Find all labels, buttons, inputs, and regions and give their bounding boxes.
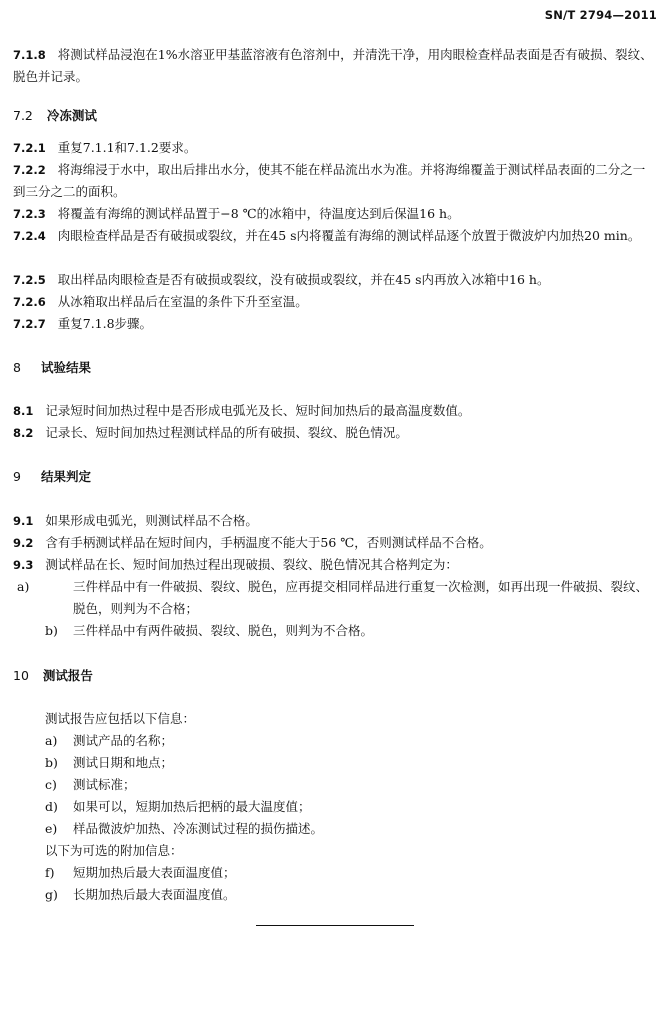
- section-9-heading: [13, 466, 91, 488]
- clause-text: 将测试样品浸泡在1%水溶亚甲基蓝溶液有色溶剂中，并清洗干净，用肉眼检查样品表面是否有破损、裂纹、脱色并记录。: [13, 47, 653, 84]
- clause-number: 9.2: [13, 536, 34, 550]
- clause-text: 重复7.1.8步骤。: [57, 316, 153, 331]
- report-intro: 测试报告应包括以下信息：: [45, 711, 196, 726]
- clause-text: 记录长、短时间加热过程测试样品的所有破损、裂纹、脱色情况。: [45, 425, 408, 440]
- section-7-2-heading: [13, 105, 97, 127]
- clause-number: 7.2.4: [13, 229, 46, 243]
- clause-number: 8.2: [13, 426, 34, 440]
- clause-text: 记录短时间加热过程中是否形成电弧光及长、短时间加热后的最高温度数值。: [45, 403, 471, 418]
- section-title: 冷冻测试: [46, 108, 97, 123]
- clause-number: 7.2.3: [13, 207, 46, 221]
- end-of-document-rule: [256, 925, 414, 926]
- list-label: e): [45, 821, 58, 836]
- clause-text: 肉眼检查样品是否有破损或裂纹，并在45 s内将覆盖有海绵的测试样品逐个放置于微波炉内加热20 min。: [57, 228, 641, 243]
- list-label: f): [45, 865, 55, 880]
- clause-number: 9.1: [13, 514, 34, 528]
- list-label: c): [45, 777, 57, 792]
- list-text: 长期加热后最大表面温度值。: [73, 887, 236, 902]
- clause-8-1: [13, 400, 657, 422]
- clause-number: 7.2.5: [13, 273, 46, 287]
- clause-7-1-8: [13, 44, 657, 88]
- section-number: 10: [13, 668, 29, 683]
- clause-7-2-1: [13, 137, 657, 159]
- clause-7-2-4: [13, 225, 657, 247]
- clause-text: 重复7.1.1和7.1.2要求。: [57, 140, 197, 155]
- list-text: 测试标准；: [73, 777, 136, 792]
- clause-9-1: [13, 510, 657, 532]
- list-text: 短期加热后最大表面温度值；: [73, 865, 236, 880]
- list-text: 测试产品的名称；: [73, 733, 174, 748]
- report-item-e: [45, 818, 657, 840]
- list-label: g): [45, 887, 58, 902]
- clause-8-2: [13, 422, 657, 444]
- list-label: b): [45, 623, 58, 638]
- report-item-b: [45, 752, 657, 774]
- clause-7-2-7: [13, 313, 657, 335]
- section-number: 8: [13, 360, 21, 375]
- report-item-c: [45, 774, 657, 796]
- section-title: 测试报告: [42, 668, 93, 683]
- clause-number: 7.2.2: [13, 163, 46, 177]
- clause-number: 7.2.6: [13, 295, 46, 309]
- clause-text: 如果形成电弧光，则测试样品不合格。: [45, 513, 258, 528]
- clause-9-2: [13, 532, 657, 554]
- clause-text: 将覆盖有海绵的测试样品置于−8 ℃的冰箱中，待温度达到后保温16 h。: [57, 206, 460, 221]
- section-number: 7.2: [13, 108, 33, 123]
- list-text: 如果可以，短期加热后把柄的最大温度值；: [73, 799, 311, 814]
- clause-9-3-a: [17, 576, 657, 620]
- section-8-heading: [13, 357, 91, 379]
- section-title: 试验结果: [41, 360, 92, 375]
- clause-number: 7.1.8: [13, 48, 46, 62]
- clause-9-3-b: [45, 620, 657, 642]
- clause-7-2-3: [13, 203, 657, 225]
- clause-7-2-2: [13, 159, 657, 203]
- list-label: d): [45, 799, 58, 814]
- clause-number: 9.3: [13, 558, 34, 572]
- clause-text: 含有手柄测试样品在短时间内，手柄温度不能大于56 ℃，否则测试样品不合格。: [45, 535, 492, 550]
- report-item-f: [45, 862, 657, 884]
- clause-7-2-6: [13, 291, 657, 313]
- report-item-d: [45, 796, 657, 818]
- list-label: b): [45, 755, 58, 770]
- list-label: a): [17, 579, 30, 594]
- standard-code-header: SN/T 2794—2011: [544, 8, 657, 22]
- clause-9-3: [13, 554, 657, 576]
- report-item-a: [45, 730, 657, 752]
- clause-number: 7.2.7: [13, 317, 46, 331]
- list-label: a): [45, 733, 58, 748]
- list-text: 样品微波炉加热、冷冻测试过程的损伤描述。: [73, 821, 324, 836]
- section-10-heading: [13, 665, 93, 687]
- report-optional-intro: 以下为可选的附加信息：: [45, 843, 183, 858]
- section-number: 9: [13, 469, 21, 484]
- clause-text: 取出样品肉眼检查是否有破损或裂纹，没有破损或裂纹，并在45 s内再放入冰箱中16 h。: [57, 272, 550, 287]
- clause-number: 8.1: [13, 404, 34, 418]
- clause-text: 从冰箱取出样品后在室温的条件下升至室温。: [57, 294, 308, 309]
- list-text: 测试日期和地点；: [73, 755, 174, 770]
- clause-7-2-5: [13, 269, 657, 291]
- report-item-g: [45, 884, 657, 906]
- list-text: 三件样品中有一件破损、裂纹、脱色，应再提交相同样品进行重复一次检测，如再出现一件破损、裂纹、脱色，则判为不合格；: [73, 579, 649, 616]
- section-title: 结果判定: [41, 469, 92, 484]
- clause-text: 测试样品在长、短时间加热过程出现破损、裂纹、脱色情况其合格判定为：: [45, 557, 458, 572]
- clause-text: 将海绵浸于水中，取出后排出水分，使其不能在样品流出水为准。并将海绵覆盖于测试样品表面的二分之一到三分之二的面积。: [13, 162, 646, 199]
- list-text: 三件样品中有两件破损、裂纹、脱色，则判为不合格。: [73, 623, 374, 638]
- clause-number: 7.2.1: [13, 141, 46, 155]
